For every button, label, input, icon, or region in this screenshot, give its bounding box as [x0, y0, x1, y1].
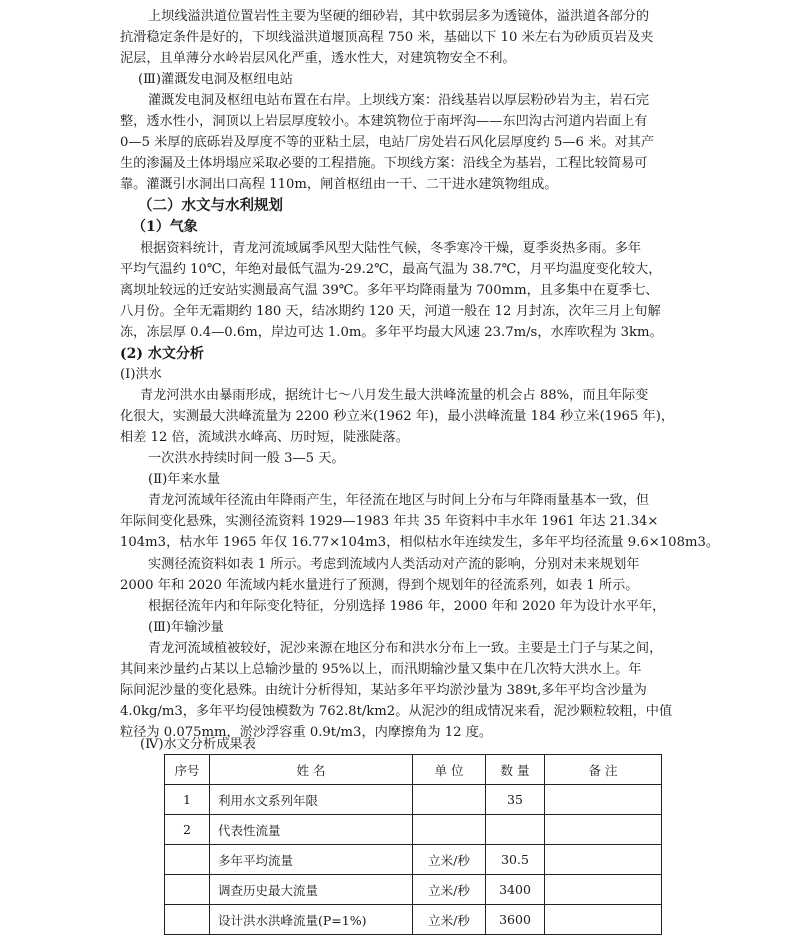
header-remarks: 备 注 [545, 755, 662, 785]
cell-index [165, 875, 210, 905]
table-row [165, 815, 662, 845]
paragraph-line: 0—5 米厚的底砾岩及厚度不等的亚粘土层，电站厂房处岩石风化层厚度约 5—6 米。对其产 [120, 135, 655, 150]
paragraph-line: 际间泥沙量的变化悬殊。由统计分析得知，某站多年平均淤沙量为 389t,多年平均含沙量为 [120, 683, 647, 698]
cell-remarks [545, 905, 662, 935]
subsection-heading: (Ⅱ)年来水量 [148, 472, 221, 487]
header-unit: 单 位 [413, 755, 486, 785]
cell-index [165, 845, 210, 875]
paragraph-line: 上坝线溢洪道位置岩性主要为坚硬的细砂岩，其中软弱层多为透镜体，溢洪道各部分的 [148, 9, 650, 24]
header-quantity: 数 量 [486, 755, 545, 785]
paragraph-line: 灌溉发电洞及枢纽电站布置在右岸。上坝线方案：沿线基岩以厚层粉砂岩为主，岩石完 [148, 93, 650, 108]
paragraph-line: 生的渗漏及土体坍塌应采取必要的工程措施。下坝线方案：沿线全为基岩，工程比较简易可 [120, 156, 648, 171]
paragraph-line: 青龙河流域植被较好，泥沙来源在地区分布和洪水分布上一致。主要是土门子与某之间， [148, 641, 663, 656]
cell-name: 利用水文系列年限 [210, 785, 413, 815]
table-header-row [165, 755, 662, 785]
cell-unit: 立米/秒 [413, 845, 486, 875]
paragraph-line: 相差 12 倍，流域洪水峰高、历时短，陡涨陡落。 [120, 430, 409, 445]
paragraph-line: 平均气温约 10℃，年绝对最低气温为-29.2℃，最高气温为 38.7℃，月平均温度变化较大， [120, 262, 662, 277]
subsection-heading: (Ⅰ)洪水 [120, 367, 162, 382]
paragraph-line: 根据资料统计，青龙河流域属季风型大陆性气候，冬季寒冷干燥，夏季炎热多雨。多年 [140, 241, 642, 256]
paragraph-line: 冻，冻层厚 0.4—0.6m，岸边可达 1.0m。多年平均最大风速 23.7m/s，水库吹程为 3km。 [120, 325, 663, 340]
paragraph-line: 其间来沙量约占某以上总输沙量的 95%以上，而汛期输沙量又集中在几次特大洪水上。年 [120, 662, 642, 677]
cell-name: 代表性流量 [210, 815, 413, 845]
cell-index: 1 [165, 785, 210, 815]
paragraph-line: 一次洪水持续时间一般 3—5 天。 [148, 451, 345, 466]
table-row [165, 905, 662, 935]
subsection-heading: (Ⅲ)年输沙量 [148, 620, 224, 635]
paragraph-line: 实测径流资料如表 1 所示。考虑到流域内人类活动对产流的影响，分别对未来规划年 [148, 557, 640, 572]
cell-unit [413, 815, 486, 845]
cell-quantity: 3600 [486, 905, 545, 935]
cell-name: 调查历史最大流量 [210, 875, 413, 905]
cell-remarks [545, 815, 662, 845]
paragraph-line: 根据径流年内和年际变化特征，分别选择 1986 年，2000 年和 2020 年为设计水平年， [148, 599, 666, 614]
paragraph-line: 整，透水性小，洞顶以上岩层厚度较小。本建筑物位于南坪沟——东凹沟古河道内岩面上有 [120, 114, 648, 129]
table-row [165, 845, 662, 875]
cell-name: 多年平均流量 [210, 845, 413, 875]
paragraph-line: 4.0kg/m3，多年平均侵蚀模数为 762.8t/km2。从泥沙的组成情况来看，泥沙颗粒较粗，中值 [120, 704, 673, 719]
cell-quantity [486, 815, 545, 845]
paragraph-line: 抗滑稳定条件是好的，下坝线溢洪道堰顶高程 750 米，基础以下 10 米左右为砂质页岩及夹 [120, 30, 654, 45]
cell-unit [413, 785, 486, 815]
paragraph-line: 青龙河流域年径流由年降雨产生，年径流在地区与时间上分布与年降雨量基本一致，但 [148, 493, 650, 508]
paragraph-line: 离坝址较远的迁安站实测最高气温 39℃。多年平均降雨量为 700mm，且多集中在夏季七、 [120, 283, 659, 298]
paragraph-line: 2000 年和 2020 年流域内耗水量进行了预测，得到个规划年的径流系列，如表 1 所示。 [120, 578, 639, 593]
cell-quantity: 3400 [486, 875, 545, 905]
cell-remarks [545, 875, 662, 905]
paragraph-line: 泥层，且单薄分水岭岩层风化严重，透水性大，对建筑物安全不利。 [120, 51, 516, 66]
paragraph-line: 年际间变化悬殊，实测径流资料 1929—1983 年共 35 年资料中丰水年 1961 年达 21.34× [120, 514, 659, 529]
cell-quantity: 35 [486, 785, 545, 815]
paragraph-line: 化很大，实测最大洪峰流量为 2200 秒立米(1962 年)，最小洪峰流量 184 秒立米(1965 年)， [120, 409, 675, 424]
cell-unit: 立米/秒 [413, 875, 486, 905]
cell-index: 2 [165, 815, 210, 845]
cell-quantity: 30.5 [486, 845, 545, 875]
paragraph-line: 粒径为 0.075mm，淤沙浮容重 0.9t/m3，内摩擦角为 12 度。 [120, 725, 493, 740]
header-name: 姓 名 [210, 755, 413, 785]
cell-remarks [545, 785, 662, 815]
section-heading: （1）气象 [132, 219, 198, 235]
paragraph-line: 靠。灌溉引水洞出口高程 110m，闸首枢纽由一干、二干进水建筑物组成。 [120, 177, 558, 192]
section-heading: (2) 水文分析 [120, 346, 204, 362]
header-index: 序号 [165, 755, 210, 785]
hydrology-results-table [164, 754, 662, 935]
table-caption: (Ⅳ)水文分析成果表 [140, 737, 256, 752]
paragraph-line: 104m3，枯水年 1965 年仅 16.77×104m3，相似枯水年连续发生，多年平均径流量 9.6×108m3。 [120, 535, 720, 550]
paragraph-line: 八月份。全年无霜期约 180 天，结冰期约 120 天，河道一般在 12 月封冻，次年三月上旬解 [120, 304, 661, 319]
chapter-heading: （二）水文与水利规划 [138, 197, 283, 214]
table-row [165, 785, 662, 815]
section-heading: (Ⅲ)灌溉发电洞及枢纽电站 [138, 72, 293, 87]
cell-name: 设计洪水洪峰流量(P=1%) [210, 905, 413, 935]
table-row [165, 875, 662, 905]
cell-index [165, 905, 210, 935]
cell-remarks [545, 845, 662, 875]
cell-unit: 立米/秒 [413, 905, 486, 935]
paragraph-line: 青龙河洪水由暴雨形成，据统计七～八月发生最大洪峰流量的机会占 88%，而且年际变 [140, 388, 649, 403]
